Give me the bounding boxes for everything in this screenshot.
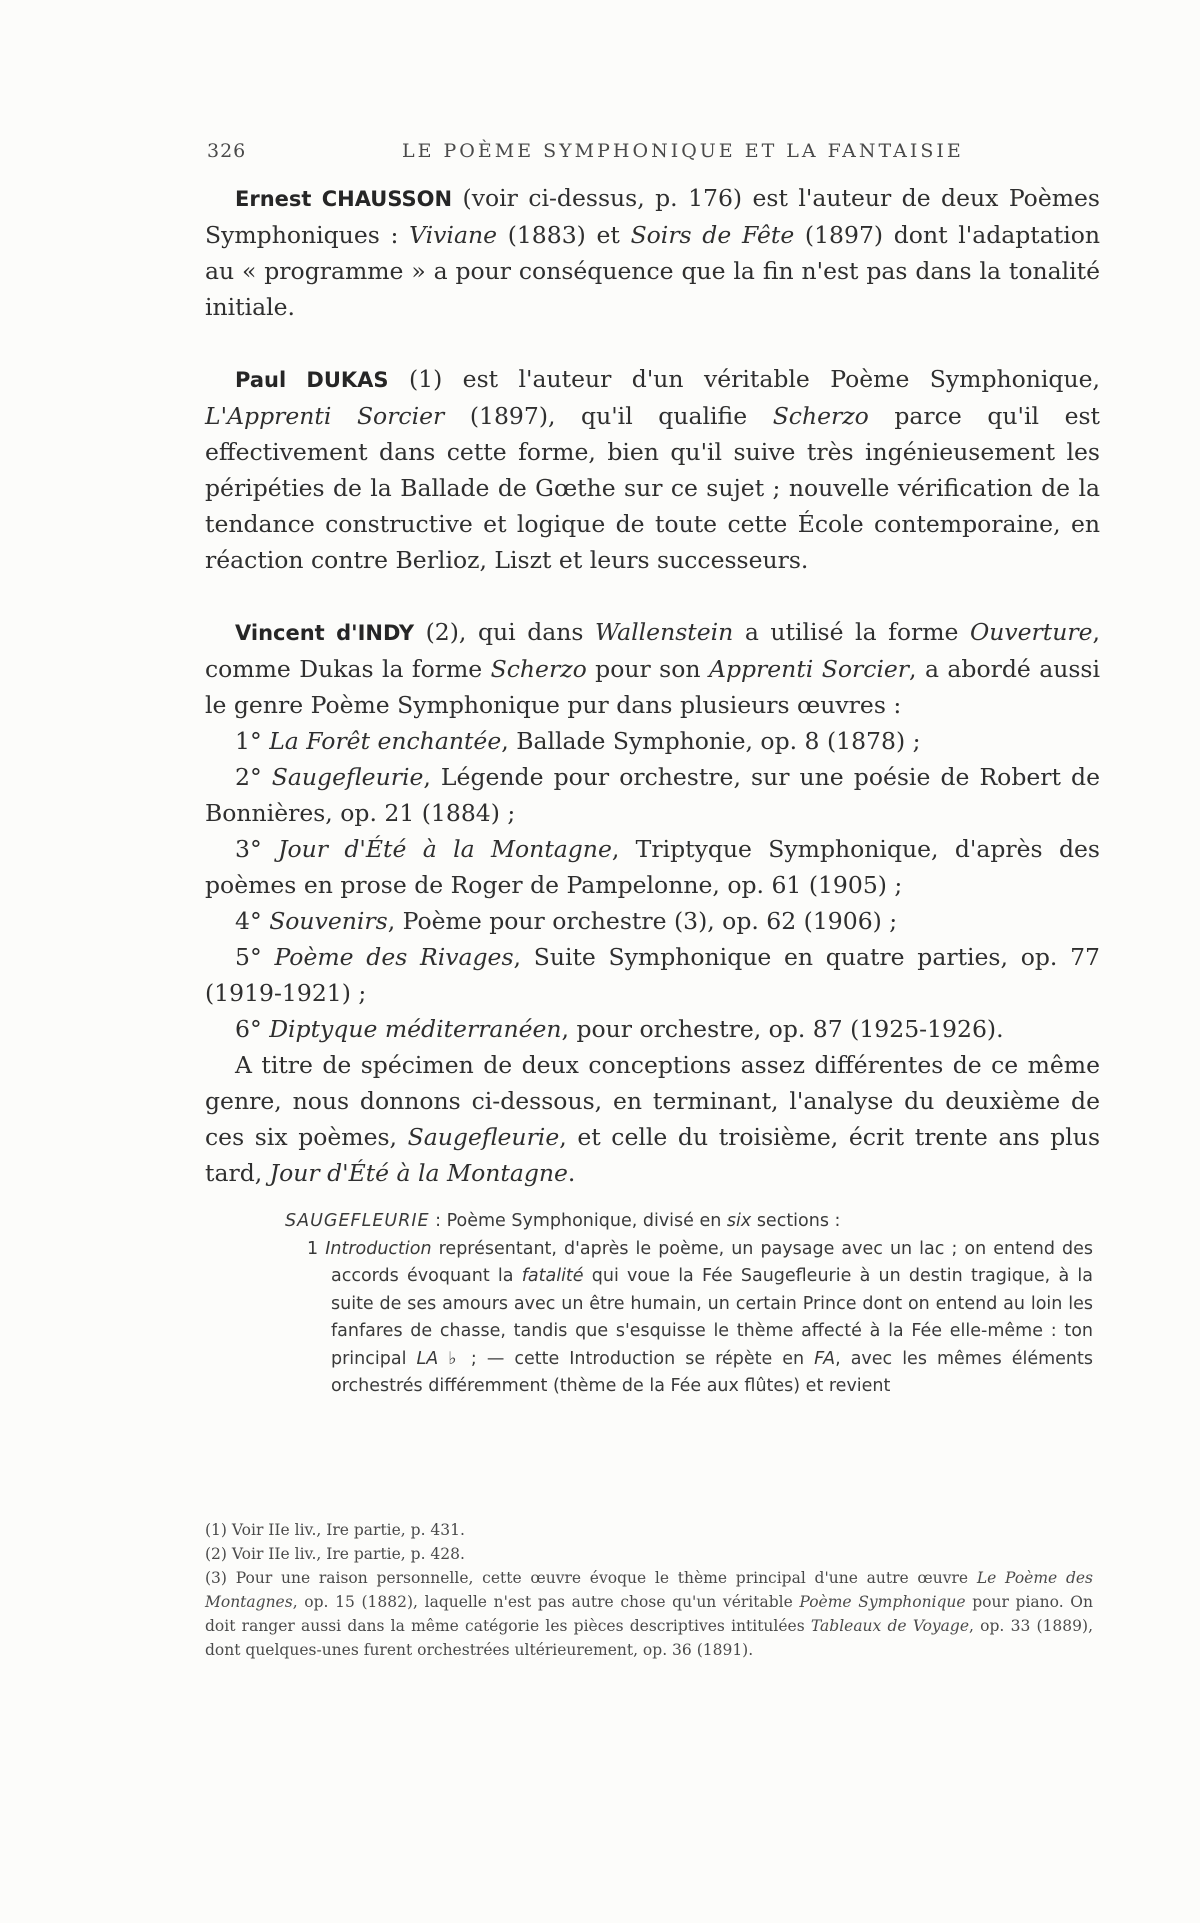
paragraph-indy	[205, 614, 1100, 723]
text-run: (1897), qu'il qualifie	[444, 402, 773, 430]
item-number: 5°	[235, 943, 262, 971]
composer-name: Ernest CHAUSSON	[235, 187, 453, 211]
composer-name: Vincent d'INDY	[235, 621, 415, 645]
emphasis: six	[726, 1211, 752, 1231]
text-run: qui voue la Fée Saugefleurie à un destin tragique, à la suite de ses amours avec un être humain, un certain Prince dont on entend au loin les fanfares de chasse, tandis que s'esquisse le thème affecté à la Fée elle-même : ton principal	[331, 1266, 1093, 1369]
item-number: 2°	[235, 763, 262, 791]
running-title: LE POÈME SYMPHONIQUE ET LA FANTAISIE	[402, 140, 964, 162]
works-list-item	[205, 903, 1100, 939]
work-title: Jour d'Été à la Montagne	[269, 1159, 568, 1187]
text-run: (voir ci-dessus, p. 176) est l'auteur de deux Poèmes Symphoniques :	[205, 184, 1100, 249]
item-number: 1°	[235, 727, 262, 755]
work-title: Souvenirs	[269, 907, 388, 935]
paragraph-gap	[205, 578, 1100, 614]
work-title: Wallenstein	[595, 618, 734, 646]
text-run: pour son	[586, 655, 709, 683]
text-run: (3) Pour une raison personnelle, cette œuvre évoque le thème principal d'une autre œuvre	[205, 1569, 977, 1587]
works-list-item	[205, 831, 1100, 903]
text-run: A titre de spécimen de deux conceptions assez différentes de ce même genre, nous donnons ci-dessous, en terminant, l'analyse du deuxième de ces six poèmes,	[205, 1051, 1100, 1151]
footnote	[205, 1518, 1093, 1542]
text-run: (2) Voir IIe liv., Ire partie, p. 428.	[205, 1545, 465, 1563]
section-title: Introduction	[325, 1238, 432, 1259]
work-title: Scherzo	[490, 655, 587, 683]
work-title: Poème des Rivages	[274, 943, 514, 971]
text-run: (1883) et	[497, 221, 631, 249]
synopsis-block	[285, 1208, 1093, 1401]
main-text	[205, 180, 1100, 1191]
footnote	[205, 1566, 1093, 1662]
paragraph-dukas	[205, 361, 1100, 578]
work-title: Ouverture	[969, 618, 1093, 646]
work-title: Le Poème des Montagnes	[205, 1569, 1094, 1611]
work-title: Tableaux de Voyage	[810, 1617, 970, 1635]
item-number: 4°	[235, 907, 262, 935]
text-run: , et celle du troisième, écrit trente ans plus tard,	[205, 1123, 1101, 1187]
footnote	[205, 1542, 1093, 1566]
text-run: parce qu'il est effectivement dans cette forme, bien qu'il suive très ingénieusement les péripéties de la Ballade de Gœthe sur ce sujet ; nouvelle vérification de la tendance constructive et logique de toute cette École contemporaine, en réaction contre Berlioz, Liszt et leurs successeurs.	[205, 402, 1100, 574]
running-head	[207, 140, 1097, 164]
text-run: .	[567, 1159, 576, 1187]
work-title: Diptyque méditerranéen	[269, 1015, 562, 1043]
text-run: , avec les mêmes éléments orchestrés différemment (thème de la Fée aux flûtes) et revient	[331, 1348, 1093, 1396]
paragraph-gap	[205, 325, 1100, 361]
synopsis-heading	[285, 1208, 1093, 1236]
text-run: , a abordé aussi le genre Poème Symphonique pur dans plusieurs œuvres :	[205, 655, 1101, 719]
footnotes	[205, 1518, 1093, 1662]
composer-name: Paul DUKAS	[235, 368, 389, 392]
work-title: Scherzo	[772, 402, 869, 430]
text-run: : Poème Symphonique, divisé en	[429, 1211, 727, 1231]
work-title: L'Apprenti Sorcier	[205, 402, 445, 430]
emphasis: fatalité	[521, 1266, 584, 1286]
work-description: , Poème pour orchestre (3), op. 62 (1906) ;	[387, 907, 898, 935]
works-list-item	[205, 939, 1100, 1011]
synopsis-item	[307, 1236, 1093, 1401]
work-description: , Légende pour orchestre, sur une poésie de Robert de Bonnières, op. 21 (1884) ;	[205, 763, 1100, 827]
work-title: Viviane	[409, 221, 497, 249]
work-title: Apprenti Sorcier	[708, 655, 910, 683]
item-number: 3°	[235, 835, 262, 863]
key-name: LA ♭	[416, 1348, 461, 1369]
key-name: FA	[814, 1348, 836, 1369]
text-run: pour piano. On doit ranger aussi dans la même catégorie les pièces descriptives intitulées	[205, 1593, 1093, 1635]
synopsis-title: SAUGEFLEURIE	[285, 1211, 430, 1231]
text-run: représentant, d'après le poème, un paysage avec un lac ; on entend des accords évoquant la	[331, 1238, 1093, 1286]
work-title: Jour d'Été à la Montagne	[278, 835, 612, 863]
work-title: Saugefleurie	[271, 763, 424, 791]
paragraph-conclusion	[205, 1047, 1100, 1191]
page-number: 326	[207, 140, 247, 162]
text-run: , op. 15 (1882), laquelle n'est pas autre chose qu'un véritable	[292, 1593, 800, 1611]
works-list-item	[205, 723, 1100, 759]
work-description: , Triptyque Symphonique, d'après des poèmes en prose de Roger de Pampelonne, op. 61 (1905) ;	[205, 835, 1100, 899]
work-description: , Suite Symphonique en quatre parties, op. 77 (1919-1921) ;	[205, 943, 1100, 1007]
text-run: sections :	[751, 1211, 841, 1231]
item-number: 6°	[235, 1015, 262, 1043]
text-run: (1) Voir IIe liv., Ire partie, p. 431.	[205, 1521, 465, 1539]
item-number: 1	[307, 1238, 326, 1259]
text-run: ; — cette Introduction se répète en	[460, 1348, 815, 1369]
text-run: (2), qui dans	[414, 618, 596, 646]
works-list-item	[205, 759, 1100, 831]
work-title: La Forêt enchantée	[269, 727, 502, 755]
text-run: , comme Dukas la forme	[205, 618, 1100, 683]
text-run: (1) est l'auteur d'un véritable Poème Symphonique,	[388, 365, 1100, 393]
work-description: , Ballade Symphonie, op. 8 (1878) ;	[501, 727, 921, 755]
work-title: Saugefleurie	[407, 1123, 560, 1151]
text-run: (1897) dont l'adaptation au « programme » a pour conséquence que la fin n'est pas dans la tonalité initiale.	[205, 221, 1100, 321]
works-list-item	[205, 1011, 1100, 1047]
work-title: Poème Symphonique	[799, 1593, 966, 1611]
work-description: , pour orchestre, op. 87 (1925-1926).	[561, 1015, 1004, 1043]
text-run: a utilisé la forme	[733, 618, 970, 646]
work-title: Soirs de Fête	[630, 221, 795, 249]
text-run: , op. 33 (1889), dont quelques-unes furent orchestrées ultérieurement, op. 36 (1891).	[205, 1617, 1093, 1659]
paragraph-chausson	[205, 180, 1100, 325]
